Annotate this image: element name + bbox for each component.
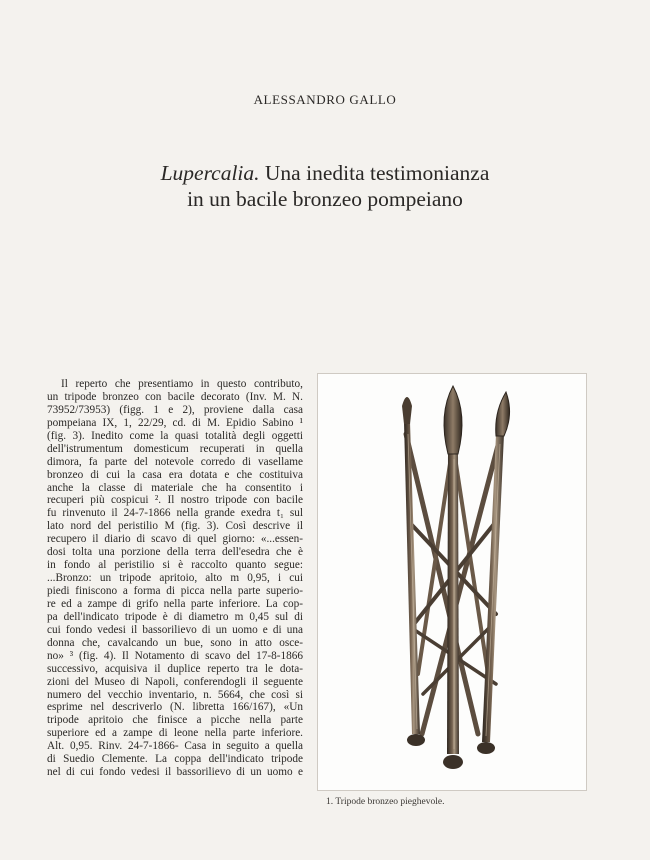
body-line: Alt. 0,95. Rinv. 24-7-1866- Casa in seguito a quella bbox=[47, 740, 303, 753]
figure-caption: 1. Tripode bronzeo pieghevole. bbox=[326, 797, 445, 807]
body-line: recuperi più cospicui ². Il nostro tripode con bacile bbox=[47, 494, 303, 507]
body-line: dosi tolta una porzione della terra dell'esedra che è bbox=[47, 546, 303, 559]
body-line: 73952/73953) (figg. 1 e 2), proviene dalla casa bbox=[47, 403, 303, 416]
body-line: fu rinvenuto il 24-7-1866 nella grande exedra t₁ sul bbox=[47, 507, 303, 520]
body-line: successivo, acquisiva il duplice reperto tra le dota- bbox=[47, 662, 303, 675]
body-line: anche la classe di materiale che ha consentito i bbox=[47, 481, 303, 494]
body-line: zioni del Museo di Napoli, conferendogli il seguente bbox=[47, 675, 303, 688]
body-line: pa dell'indicato tripode è di diametro m 0,45 sul di bbox=[47, 610, 303, 623]
body-line: lato nord del peristilio M (fig. 3). Così descrive il bbox=[47, 520, 303, 533]
body-line: re ed a zampe di grifo nella parte inferiore. La cop- bbox=[47, 597, 303, 610]
body-line: dell'istrumentum domesticum recuperati in quella bbox=[47, 442, 303, 455]
author-name: ALESSANDRO GALLO bbox=[253, 92, 397, 107]
body-line: superiore ed a zampe di leone nella parte inferiore. bbox=[47, 727, 303, 740]
body-line: numero del vecchio inventario, n. 5664, che così si bbox=[47, 688, 303, 701]
body-line: cui fondo vedesi il bassorilievo di un uomo e di una bbox=[47, 623, 303, 636]
body-line: esprime nel descriverlo (N. libretta 166/167), «Un bbox=[47, 701, 303, 714]
tripod-image bbox=[318, 374, 586, 790]
body-line: tripode apritoio che finisce a picche nella parte bbox=[47, 714, 303, 727]
body-line: in fondo al peristilio si è raccolto quanto segue: bbox=[47, 559, 303, 572]
title-line-1-rest: Una inedita testimonianza bbox=[259, 161, 490, 185]
title-line-2: in un bacile bronzeo pompeiano bbox=[187, 187, 463, 211]
body-line: un tripode bronzeo con bacile decorato (Inv. M. N. bbox=[47, 390, 303, 403]
body-line: nel di cui fondo vedesi il bassorilievo di un uomo e bbox=[47, 766, 303, 779]
body-line: piedi finiscono a forma di picca nella parte superio- bbox=[47, 585, 303, 597]
article-title bbox=[0, 160, 650, 212]
body-line: dimora, fa parte del notevole corredo di vasellame bbox=[47, 455, 303, 468]
body-text bbox=[47, 378, 303, 779]
body-line: ...Bronzo: un tripode apritoio, alto m 0,95, i cui bbox=[47, 572, 303, 585]
body-line: di Suedio Clemente. La coppa dell'indicato tripode bbox=[47, 753, 303, 766]
body-line: donna che, cavalcando un bue, sono in atto osce- bbox=[47, 636, 303, 649]
title-line-1 bbox=[0, 160, 650, 186]
body-line: no» ³ (fig. 4). Il Notamento di scavo del 17-8-1866 bbox=[47, 649, 303, 662]
body-line: pompeiana IX, 1, 22/29, cd. di M. Epidio Sabino ¹ bbox=[47, 416, 303, 429]
body-line: (fig. 3). Inedito come la quasi totalità degli oggetti bbox=[47, 429, 303, 442]
title-italic: Lupercalia. bbox=[160, 161, 260, 185]
body-line: bronzeo di cui la casa era dotata e che costituiva bbox=[47, 468, 303, 481]
figure-1-photo bbox=[317, 373, 587, 791]
body-line: Il reperto che presentiamo in questo contributo, bbox=[61, 378, 303, 390]
body-line: recupero il diario di scavo di quel giorno: «...essen- bbox=[47, 533, 303, 546]
